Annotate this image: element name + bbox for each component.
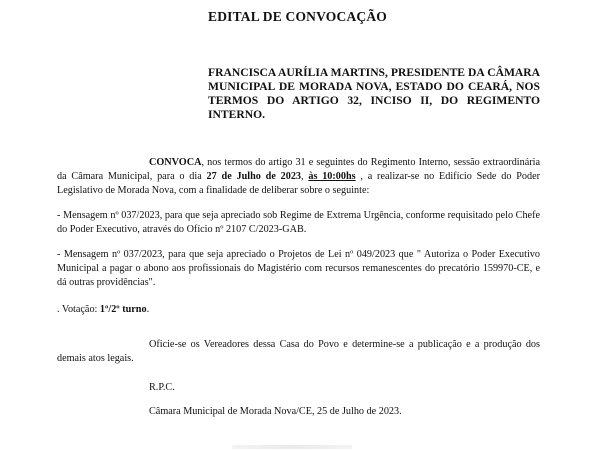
votacao-value: 1º/2º turno xyxy=(99,304,147,315)
votacao-suffix: . xyxy=(146,304,150,315)
presidency-header: FRANCISCA AURÍLIA MARTINS, PRESIDENTE DA CÂMARA MUNICIPAL DE MORADA NOVA, ESTADO DO CEARÁ, NOS TERMOS DO ARTIGO 32, INCISO II, DO REGIMENTO INTERNO. xyxy=(208,66,540,121)
votacao-line xyxy=(57,303,540,317)
agenda-item-1: - Mensagem nº 037/2023, para que seja apreciado sob Regime de Extrema Urgência, conforme requisitado pelo Chefe do Poder Executivo, através do Ofício nº 2107 C/2023-GAB. xyxy=(57,210,540,235)
convoca-lead: CONVOCA xyxy=(149,157,202,168)
convoca-text-2: , xyxy=(301,171,309,182)
convoca-text-1: , nos termos do artigo 31 e seguintes do Regimento Interno, sessão extraordinária da Câmara Municipal, para o dia xyxy=(57,157,540,182)
oficie-paragraph: Oficie-se os Vereadores dessa Casa do Povo e determine-se a publicação e a produção dos demais atos legais. xyxy=(57,339,540,364)
votacao-label: . Votação: xyxy=(57,304,100,315)
session-time: às 10:00hs xyxy=(308,171,356,182)
rpc-line: R.P.C. xyxy=(149,382,175,393)
agenda-item-2: - Mensagem nº 037/2023, para que seja apreciado o Projetos de Lei nº 049/2023 que " Autoriza o Poder Executivo Municipal a pagar o abono aos profissionais do Magistério com recursos remanescentes do precatório 159970-CE, e dá outras providências". xyxy=(57,249,540,288)
document-title: EDITAL DE CONVOCAÇÃO xyxy=(208,9,387,24)
place-date-line: Câmara Municipal de Morada Nova/CE, 25 de Julho de 2023. xyxy=(149,406,402,417)
session-date: 27 de Julho de 2023 xyxy=(206,171,302,182)
page-bottom-artifact xyxy=(232,445,352,449)
convoca-paragraph xyxy=(57,156,540,198)
convoca-text-3: , a realizar-se no Edifício Sede do Poder Legislativo de Morada Nova, com a finalidade de deliberar sobre o seguinte: xyxy=(57,171,540,196)
